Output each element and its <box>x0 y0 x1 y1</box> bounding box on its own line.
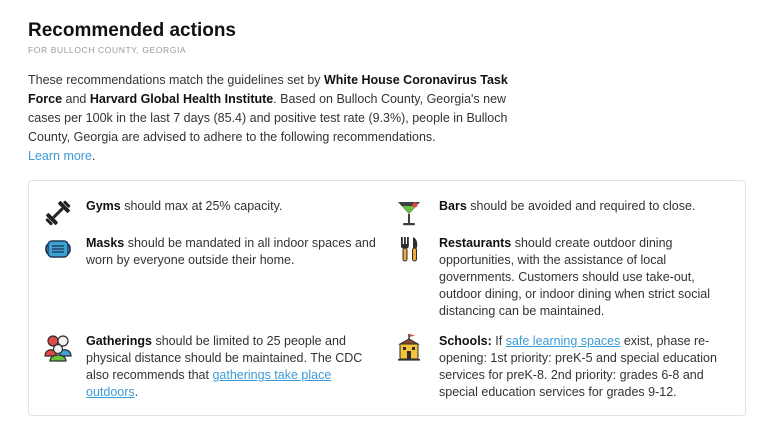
restaurants-text: should create outdoor dining opportunities, with the assistance of local governments. Customers should use take-out, outdoor dining, or indoor dining when strict social distancing can be maintained. <box>439 236 710 318</box>
masks-text: should be mandated in all indoor spaces and worn by everyone outside their home. <box>86 236 376 267</box>
masks-recommendation <box>86 235 376 269</box>
bars-text: should be avoided and required to close. <box>466 199 696 213</box>
restaurants-recommendation <box>439 235 724 320</box>
gyms-label: Gyms <box>86 199 121 213</box>
gatherings-text: should be limited to 25 people and physical distance should be maintained. The CDC also recommends that <box>86 334 363 382</box>
safe-learning-spaces-link[interactable]: safe learning spaces <box>505 334 621 348</box>
masks-label: Masks <box>86 236 125 250</box>
gatherings-end: . <box>134 385 139 399</box>
schools-text-1: If <box>491 334 506 348</box>
gyms-text: should max at 25% capacity. <box>120 199 283 213</box>
dumbbell-icon <box>43 198 73 228</box>
intro-paragraph <box>28 71 518 166</box>
schools-text-2: exist, phase re-opening: 1st priority: preK-5 and special education services for preK-8. 2nd priority: grades 6-8 and special education services for grades 9-12. <box>439 334 717 399</box>
gatherings-label: Gatherings <box>86 334 152 348</box>
learn-more-link[interactable]: Learn more <box>28 149 92 163</box>
school-icon <box>394 332 424 362</box>
schools-recommendation <box>439 333 724 401</box>
intro-text-2: and <box>62 92 90 106</box>
recommendations-card <box>28 180 746 416</box>
schools-label: Schools: <box>439 334 492 348</box>
restaurants-label: Restaurants <box>439 236 512 250</box>
gatherings-outdoors-link[interactable]: gatherings take place outdoors <box>86 368 332 399</box>
page-title: Recommended actions <box>28 20 236 41</box>
org-harvard: Harvard Global Health Institute <box>89 92 274 106</box>
org-white-house: White House Coronavirus Task Force <box>28 73 508 106</box>
page-subtitle: FOR BULLOCH COUNTY, GEORGIA <box>28 45 187 55</box>
gyms-recommendation <box>86 198 376 215</box>
face-mask-icon <box>43 234 73 264</box>
intro-text-3: . Based on Bulloch County, Georgia's new cases per 100k in the last 7 days (85.4) and positive test rate (9.3%), people in Bulloch County, Georgia are advised to adhere to the following recommendations. <box>28 92 508 144</box>
learn-more-period: . <box>91 149 96 163</box>
gatherings-recommendation <box>86 333 376 401</box>
utensils-icon <box>394 234 424 264</box>
bars-label: Bars <box>439 199 467 213</box>
cocktail-icon <box>394 198 424 228</box>
intro-text-1: These recommendations match the guidelines set by <box>28 73 324 87</box>
group-people-icon <box>43 332 73 362</box>
bars-recommendation <box>439 198 729 215</box>
